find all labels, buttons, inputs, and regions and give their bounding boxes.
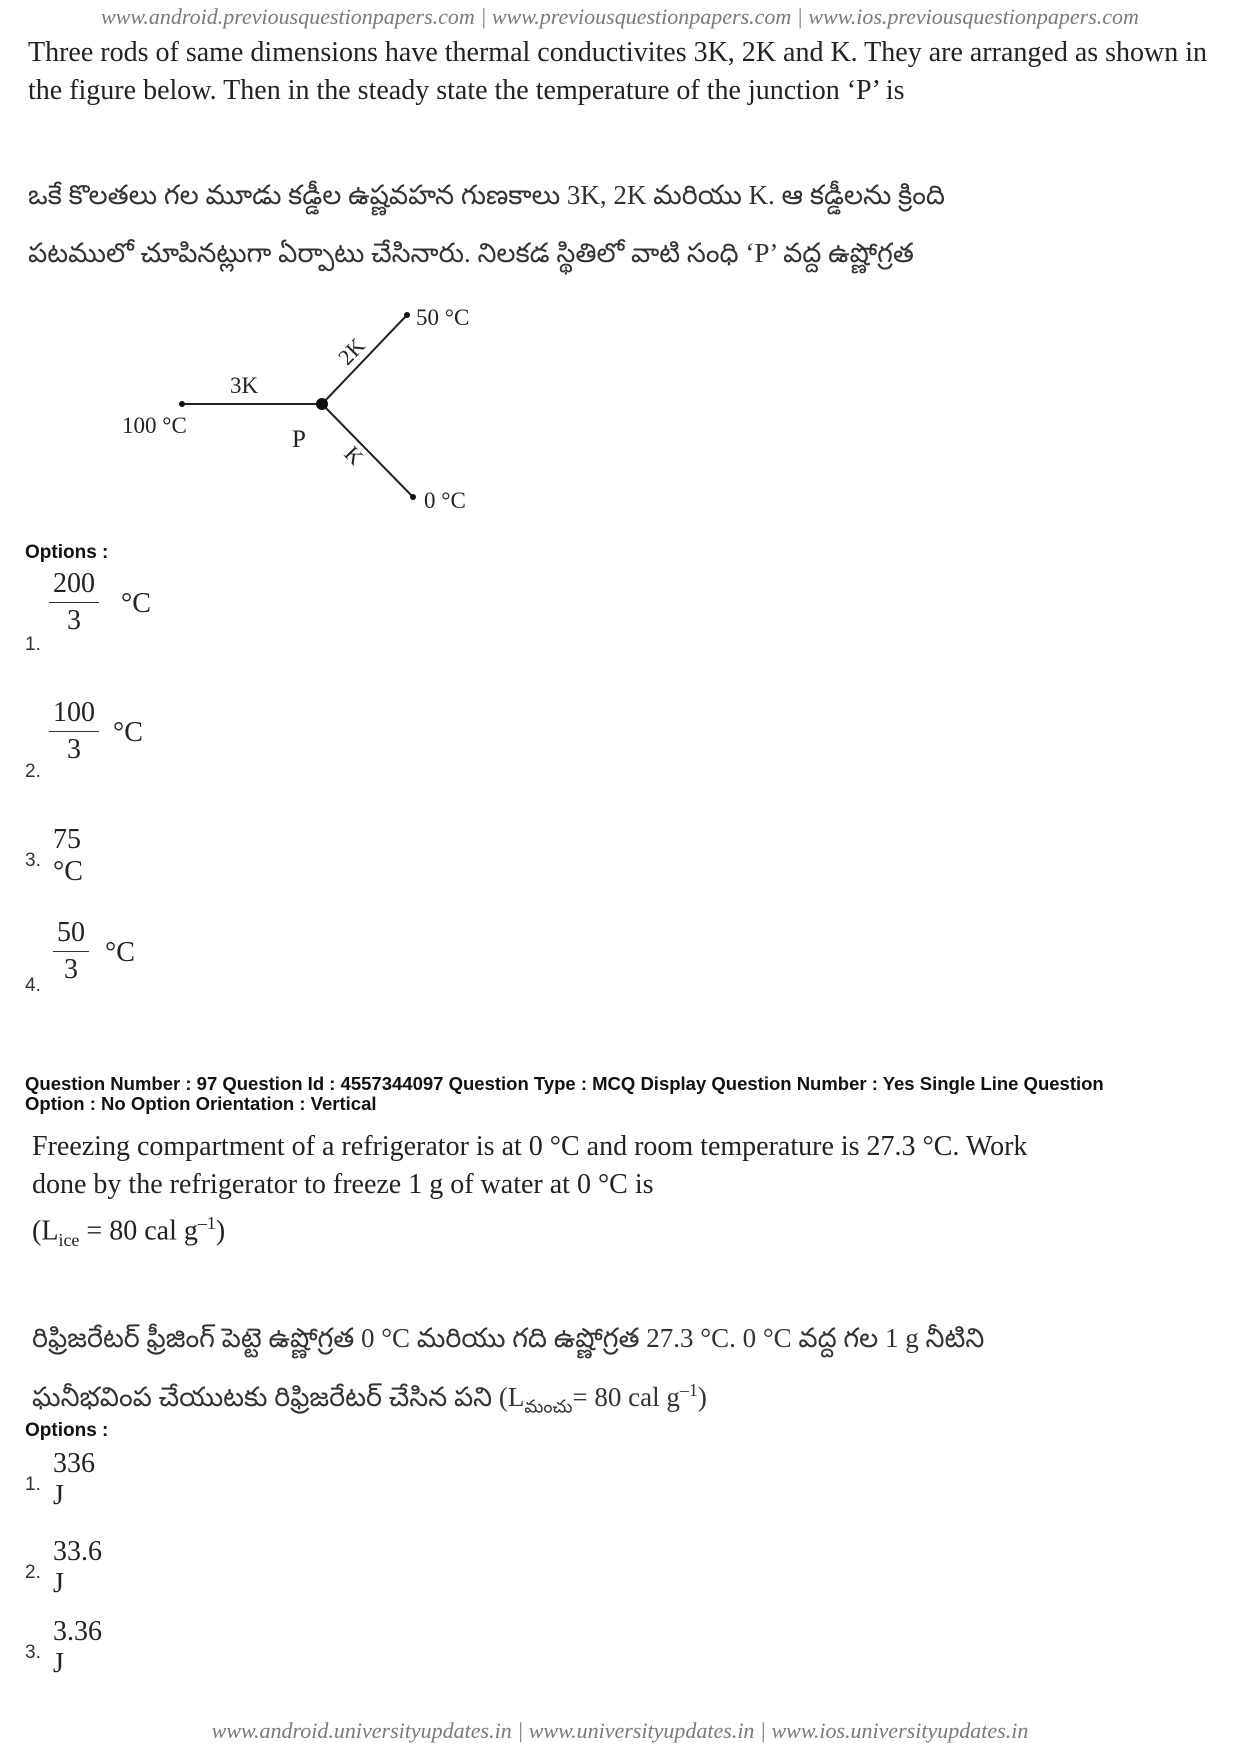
- question2-en-line2: done by the refrigerator to freeze 1 g of water at 0 °C is: [32, 1169, 654, 1200]
- question2-meta: [25, 1074, 1225, 1114]
- question2-text-en: [32, 1128, 1222, 1259]
- footer-links[interactable]: www.android.universityupdates.in | www.universityupdates.in | www.ios.universityupdates.in: [211, 1718, 1029, 1743]
- latent-close: ): [215, 1215, 226, 1247]
- question1-options-label: Options :: [25, 542, 109, 563]
- latent-l: (L: [32, 1215, 59, 1247]
- latent-sup: –1: [197, 1213, 216, 1233]
- fraction-denominator: 3: [64, 954, 78, 985]
- te-line2-sub: మంచు: [524, 1396, 573, 1417]
- question2-en-line1: Freezing compartment of a refrigerator is at 0 °C and room temperature is 27.3 °C. Work: [32, 1131, 1028, 1162]
- option-unit: °C: [121, 588, 151, 619]
- question2-text-te: [32, 1312, 1222, 1432]
- question2-latent-heat: [32, 1204, 1222, 1259]
- option-unit: °C: [113, 717, 143, 748]
- option-unit: °C: [105, 937, 135, 968]
- latent-sub: ice: [58, 1229, 80, 1250]
- question2-options-label: Options :: [25, 1420, 109, 1441]
- option-value: 3.36 J: [53, 1616, 102, 1679]
- question2-meta-line2: Option : No Option Orientation : Vertical: [25, 1093, 377, 1114]
- question1-te-line2: పటములో చూపినట్లుగా ఏర్పాటు చేసినారు. నిలకడ స్థితిలో వాటి సంధి ‘P’ వద్ద ఉష్ణోగ్రత: [28, 238, 914, 268]
- fraction-denominator: 3: [67, 605, 81, 636]
- question2-meta-line1: Question Number : 97 Question Id : 4557344097 Question Type : MCQ Display Question Number : Yes Single Line Question: [25, 1073, 1104, 1094]
- question2-te-line2: [32, 1364, 1222, 1432]
- option-value: 75 °C: [53, 824, 83, 887]
- te-line2-close: ): [697, 1382, 707, 1412]
- rod-2k: [322, 315, 407, 404]
- label-2k: 2K: [333, 332, 370, 370]
- option-number: 1.: [25, 634, 41, 655]
- option-number: 1.: [25, 1474, 41, 1495]
- label-0c: 0 °C: [424, 488, 466, 513]
- junction-p-dot: [316, 398, 328, 410]
- header-links[interactable]: www.android.previousquestionpapers.com | www.previousquestionpapers.com | www.ios.previousquestionpapers.com: [101, 4, 1139, 29]
- end-0-dot: [410, 494, 416, 500]
- rod-junction-diagram: [0, 290, 520, 520]
- option-value: 33.6 J: [53, 1536, 102, 1599]
- option-fraction: [49, 566, 99, 639]
- option-number: 2.: [25, 1562, 41, 1583]
- question1-te-line1: ఒకే కొలతలు గల మూడు కడ్డీల ఉష్ణవహన గుణకాలు 3K, 2K మరియు K. ఆ కడ్డీలను క్రింది: [28, 180, 945, 210]
- fraction-numerator: 100: [49, 695, 99, 732]
- question1-text-te: [28, 166, 1218, 282]
- end-100-dot: [179, 401, 185, 407]
- end-50-dot: [404, 312, 410, 318]
- label-3k: 3K: [230, 373, 259, 398]
- fraction-denominator: 3: [67, 734, 81, 765]
- te-line2-value: = 80 cal g: [572, 1382, 680, 1412]
- fraction-numerator: 50: [53, 915, 89, 952]
- option-fraction: [49, 695, 99, 768]
- te-line2-text: ఘనీభవింప చేయుటకు రిఫ్రిజరేటర్ చేసిన పని (L: [32, 1382, 525, 1412]
- label-100c: 100 °C: [122, 413, 187, 438]
- label-50c: 50 °C: [416, 305, 470, 330]
- label-p: P: [292, 426, 306, 453]
- te-line2-sup: –1: [679, 1380, 698, 1400]
- option-number: 2.: [25, 761, 41, 782]
- latent-value: = 80 cal g: [79, 1215, 198, 1247]
- question2-te-line1: రిఫ్రిజరేటర్ ఫ్రీజింగ్ పెట్టె ఉష్ణోగ్రత 0 °C మరియు గది ఉష్ణోగ్రత 27.3 °C. 0 °C వద్ద గల 1 g నీటిని: [32, 1323, 985, 1353]
- option-number: 4.: [25, 975, 41, 996]
- option-number: 3.: [25, 850, 41, 871]
- fraction-numerator: 200: [49, 566, 99, 603]
- option-number: 3.: [25, 1642, 41, 1663]
- label-k: K: [339, 440, 369, 470]
- option-fraction: [53, 915, 89, 988]
- question1-text-en: Three rods of same dimensions have thermal conductivites 3K, 2K and K. They are arranged as shown in the figure below. Then in the steady state the temperature of the junction ‘P’ is: [28, 37, 1208, 106]
- option-value: 336 J: [53, 1448, 95, 1511]
